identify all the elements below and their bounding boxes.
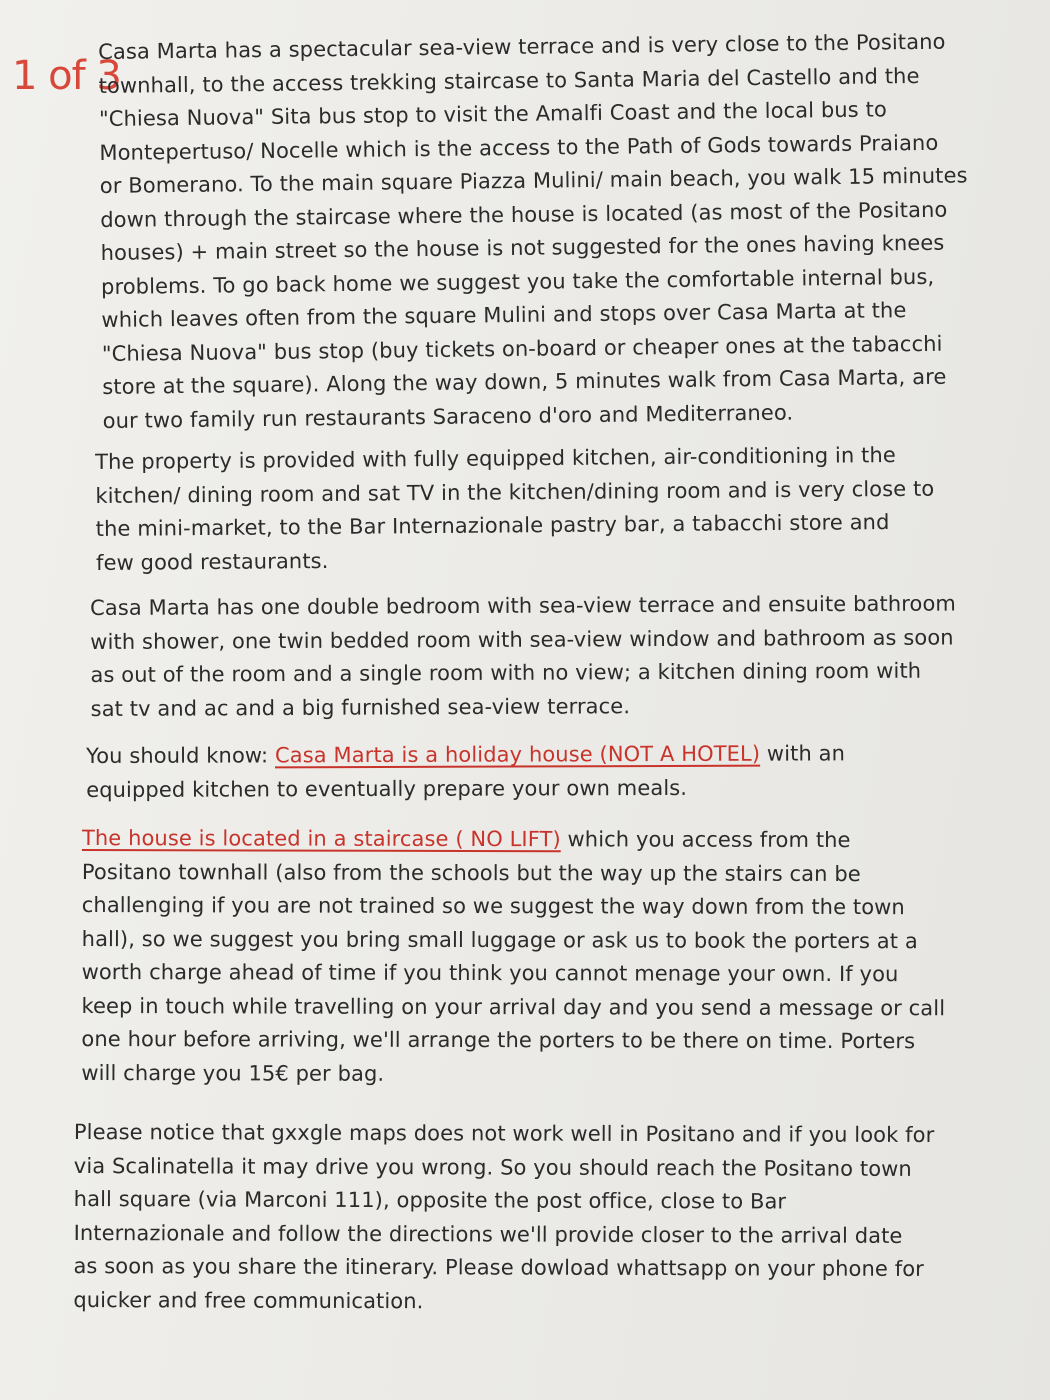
- page-number-marker: 1 of 3: [12, 53, 121, 99]
- staircase-rest: which you access from the Positano townhall (also from the schools but the way up the stairs can be challenging if you are not trained so we suggest the way down from the town hall), so we suggest you bring small luggage or ask us to book the porters at a worth charge ahead of time if you think you cannot menage your own. If you keep in touch while travelling on your arrival day and you send a message or call one hour before arriving, we'll arrange the porters to be there on time. Porters will charge you 15€ per bag.: [81, 827, 946, 1086]
- holiday-house-notice: Casa Marta is a holiday house (NOT A HOTEL): [274, 741, 761, 768]
- paragraph-rooms: Casa Marta has one double bedroom with sea-view terrace and ensuite bathroom with shower, one twin bedded room with sea-view window and bathroom as soon as out of the room and a single room with no view; a kitchen dining room with sat tv and ac and a big furnished sea-view terrace.: [90, 591, 956, 721]
- no-lift-notice: The house is located in a staircase ( NO LIFT): [81, 826, 561, 852]
- you-should-know-rest: with an equipped kitchen to eventually prepare your own meals.: [86, 741, 846, 802]
- paragraph-you-should-know: [86, 737, 986, 807]
- paragraph-directions: Please notice that gxxgle maps does not work well in Positano and if you look for via Scalinatella it may drive you wrong. So you should reach the Positano town hall square (via Marconi 111), opposite the post office, close to Bar Internazionale and follow the directions we'll provide closer to the arrival date as soon as you share the itinerary. Please dowload whattsapp on your phone for quicker and free communication.: [73, 1120, 935, 1313]
- paragraph-amenities: The property is provided with fully equipped kitchen, air-conditioning in the kitchen/ dining room and sat TV in the kitchen/dining room and is very close to the mini-market, to the Bar Internazionale pastry bar, a tabacchi store and few good restaurants.: [95, 443, 935, 575]
- paragraph-staircase: [81, 822, 982, 1092]
- you-should-know-lead: You should know:: [86, 743, 276, 768]
- paragraph-location: Casa Marta has a spectacular sea-view terrace and is very close to the Positano townhall, to the access trekking staircase to Santa Maria del Castello and the "Chiesa Nuova" Sita bus stop to visit the Amalfi Coast and the local bus to Montepertuso/ Nocelle which is the access to the Path of Gods towards Praiano or Bomerano. To the main square Piazza Mulini/ main beach, you walk 15 minutes down through the staircase where the house is located (as most of the Positano houses) + main street so the house is not suggested for the ones having knees problems. To go back home we suggest you take the comfortable internal bus, which leaves often from the square Mulini and stops over Casa Marta at the "Chiesa Nuova" bus stop (buy tickets on-board or cheaper ones at the tabacchi store at the square). Along the way down, 5 minutes walk from Casa Marta, are our two family run restaurants Saraceno d'oro and Mediterraneo.: [98, 29, 968, 433]
